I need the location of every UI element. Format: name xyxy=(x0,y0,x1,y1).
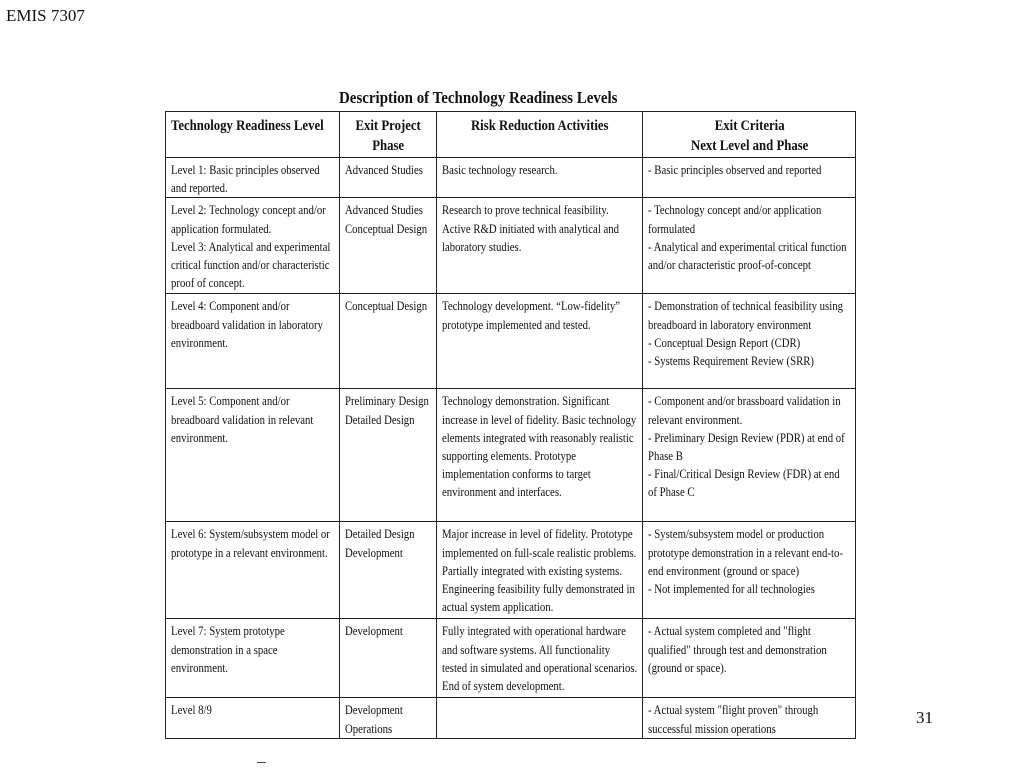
criteria-cell: - Actual system "flight proven" through successful mission operations xyxy=(643,698,856,739)
level-cell: Level 2: Technology concept and/or application formulated. Level 3: Analytical and experimental critical function and/or characteristic proof of concept. xyxy=(166,198,340,294)
activities-cell: Technology demonstration. Significant increase in level of fidelity. Basic technology elements integrated with reasonably realistic supporting elements. Prototype implementation conforms to target environment and interfaces. xyxy=(437,389,643,522)
column-header-criteria: Exit Criteria Next Level and Phase xyxy=(643,112,856,158)
activities-cell: Research to prove technical feasibility. Active R&D initiated with analytical and laboratory studies. xyxy=(437,198,643,294)
phase-cell: Development xyxy=(340,619,437,698)
activities-cell: Basic technology research. xyxy=(437,158,643,198)
level-cell: Level 7: System prototype demonstration in a space environment. xyxy=(166,619,340,698)
phase-cell: Conceptual Design xyxy=(340,294,437,389)
column-header-level: Technology Readiness Level xyxy=(166,112,340,158)
criteria-cell: - Actual system completed and "flight qualified" through test and demonstration (ground or space). xyxy=(643,619,856,698)
course-label: EMIS 7307 xyxy=(6,6,85,25)
table-row xyxy=(166,198,856,294)
criteria-cell: - System/subsystem model or production prototype demonstration in a relevant end-to- end environment (ground or space) - Not implemented for all technologies xyxy=(643,522,856,619)
table-row xyxy=(166,294,856,389)
phase-cell: Detailed Design Development xyxy=(340,522,437,619)
table-row xyxy=(166,522,856,619)
table-row xyxy=(166,389,856,522)
table-row xyxy=(166,698,856,739)
criteria-cell: - Technology concept and/or application formulated - Analytical and experimental critical function and/or characteristic proof-of-concept xyxy=(643,198,856,294)
criteria-cell: - Basic principles observed and reported xyxy=(643,158,856,198)
activities-cell: Fully integrated with operational hardware and software systems. All functionality tested in simulated and operational scenarios. End of system development. xyxy=(437,619,643,698)
criteria-cell: - Demonstration of technical feasibility using breadboard in laboratory environment - Conceptual Design Report (CDR) - Systems Requirement Review (SRR) xyxy=(643,294,856,389)
phase-cell: Development Operations xyxy=(340,698,437,739)
phase-cell: Advanced Studies Conceptual Design xyxy=(340,198,437,294)
level-cell: Level 8/9 xyxy=(166,698,340,739)
activities-cell: Major increase in level of fidelity. Prototype implemented on full-scale realistic problems. Partially integrated with existing systems. Engineering feasibility fully demonstrated in actual system application. xyxy=(437,522,643,619)
phase-cell: Advanced Studies xyxy=(340,158,437,198)
criteria-cell: - Component and/or brassboard validation in relevant environment. - Preliminary Design Review (PDR) at end of Phase B - Final/Critical Design Review (FDR) at end of Phase C xyxy=(643,389,856,522)
table-row xyxy=(166,619,856,698)
level-cell: Level 1: Basic principles observed and reported. xyxy=(166,158,340,198)
level-cell: Level 6: System/subsystem model or prototype in a relevant environment. xyxy=(166,522,340,619)
document-title: Description of Technology Readiness Levels xyxy=(339,88,618,107)
activities-cell xyxy=(437,698,643,739)
column-header-phase: Exit Project Phase xyxy=(340,112,437,158)
activities-cell: Technology development. “Low-fidelity” prototype implemented and tested. xyxy=(437,294,643,389)
page-number: 31 xyxy=(916,708,933,727)
column-header-activities: Risk Reduction Activities xyxy=(437,112,643,158)
trl-table xyxy=(165,111,856,739)
table-row xyxy=(166,158,856,198)
phase-cell: Preliminary Design Detailed Design xyxy=(340,389,437,522)
level-cell: Level 4: Component and/or breadboard validation in laboratory environment. xyxy=(166,294,340,389)
level-cell: Level 5: Component and/or breadboard validation in relevant environment. xyxy=(166,389,340,522)
table-header-row xyxy=(166,112,856,158)
stray-mark xyxy=(257,762,266,763)
